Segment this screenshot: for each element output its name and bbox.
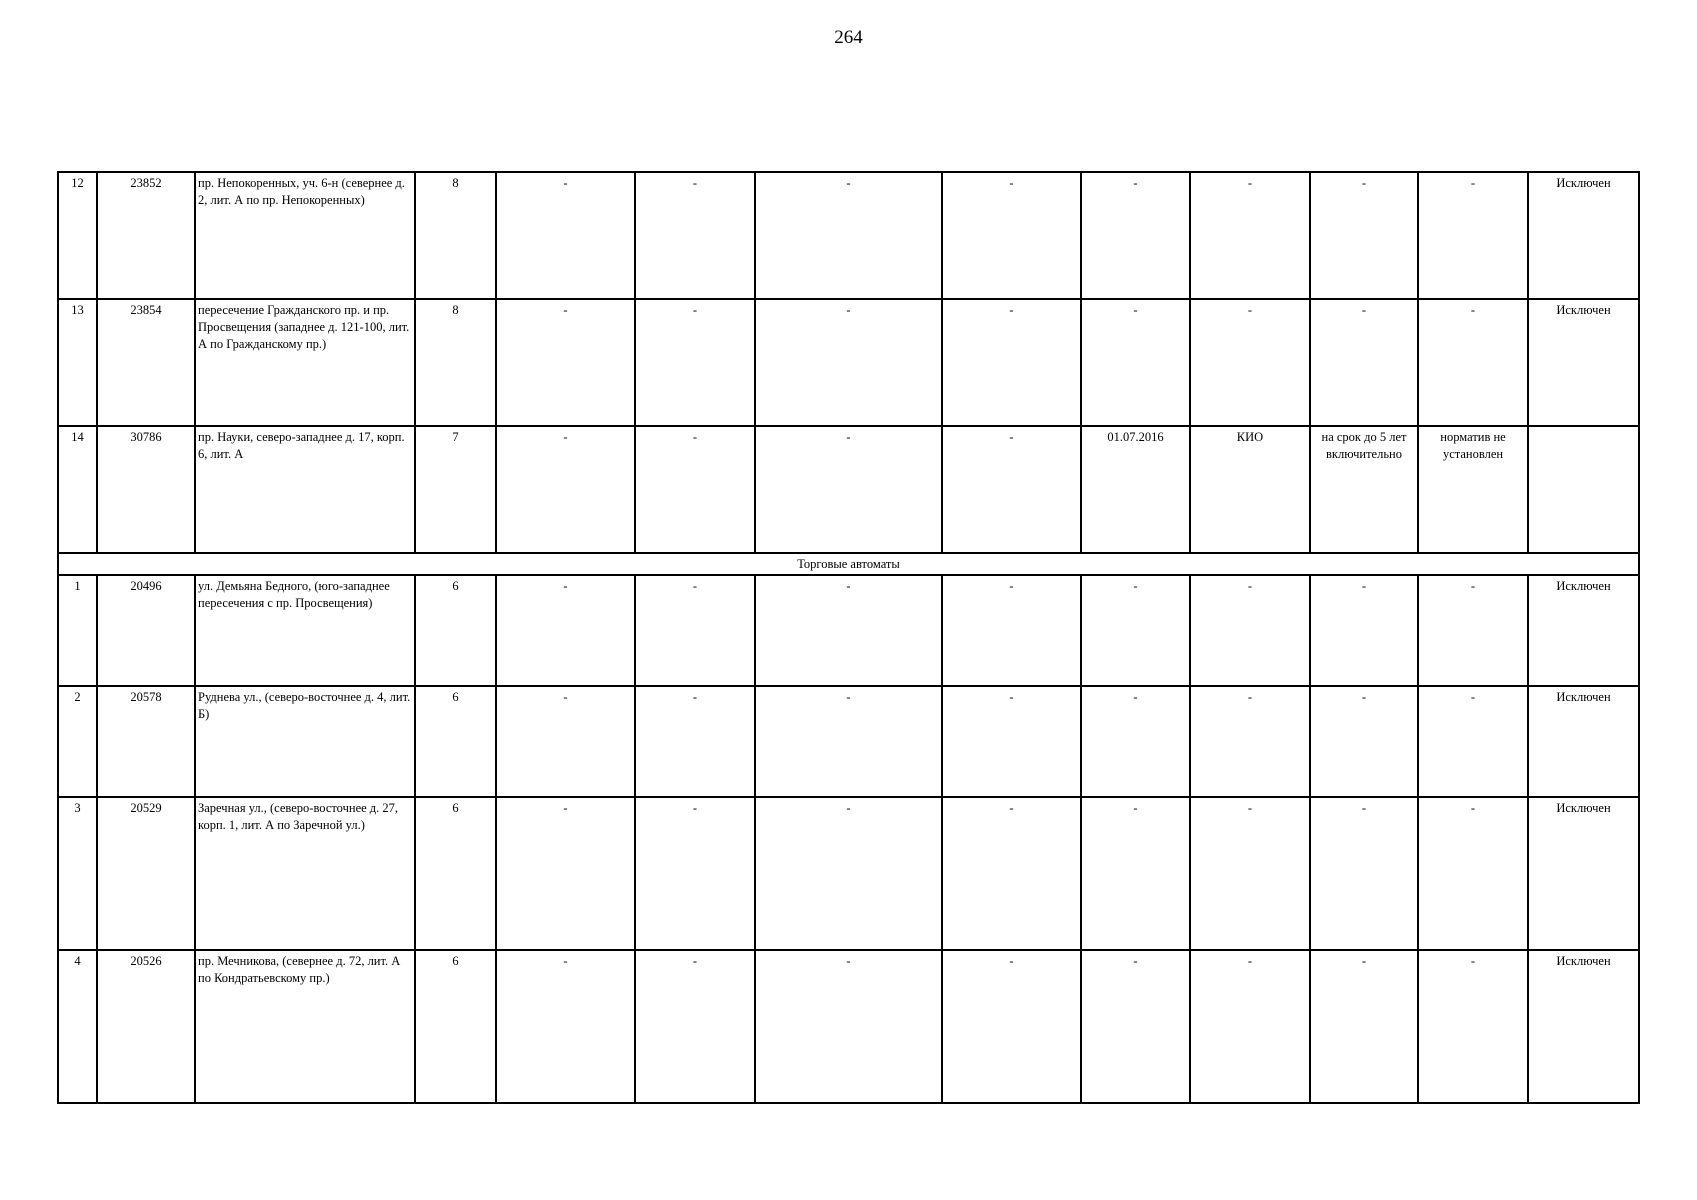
address-cell: Заречная ул., (северо-восточнее д. 27, корп. 1, лит. А по Заречной ул.) [195, 797, 415, 950]
column-8-cell: - [942, 797, 1081, 950]
organization-cell: - [1190, 797, 1310, 950]
norm-cell: - [1418, 950, 1528, 1103]
status-cell [1528, 426, 1639, 553]
column-6-cell: - [635, 426, 755, 553]
address-cell: ул. Демьяна Бедного, (юго-западнее пересечения с пр. Просвещения) [195, 575, 415, 686]
date-cell: - [1081, 172, 1190, 299]
table-row [58, 426, 1639, 553]
area-cell: 7 [415, 426, 496, 553]
organization-cell: - [1190, 575, 1310, 686]
column-8-cell: - [942, 172, 1081, 299]
column-7-cell: - [755, 797, 942, 950]
area-cell: 8 [415, 299, 496, 426]
row-number-cell: 12 [58, 172, 97, 299]
table-row [58, 172, 1639, 299]
column-6-cell: - [635, 299, 755, 426]
column-6-cell: - [635, 686, 755, 797]
row-number-cell: 2 [58, 686, 97, 797]
term-cell: - [1310, 950, 1418, 1103]
place-id-cell: 30786 [97, 426, 195, 553]
column-6-cell: - [635, 797, 755, 950]
column-8-cell: - [942, 299, 1081, 426]
date-cell: - [1081, 797, 1190, 950]
organization-cell: - [1190, 172, 1310, 299]
status-cell: Исключен [1528, 575, 1639, 686]
term-cell: на срок до 5 лет включительно [1310, 426, 1418, 553]
section-header-row [58, 553, 1639, 575]
term-cell: - [1310, 686, 1418, 797]
place-id-cell: 23852 [97, 172, 195, 299]
column-5-cell: - [496, 950, 635, 1103]
row-number-cell: 4 [58, 950, 97, 1103]
column-7-cell: - [755, 575, 942, 686]
address-cell: Руднева ул., (северо-восточнее д. 4, лит. Б) [195, 686, 415, 797]
status-cell: Исключен [1528, 172, 1639, 299]
table-row [58, 797, 1639, 950]
column-7-cell: - [755, 172, 942, 299]
row-number-cell: 1 [58, 575, 97, 686]
section-title: Торговые автоматы [58, 553, 1639, 575]
address-cell: пр. Непокоренных, уч. 6-н (севернее д. 2, лит. А по пр. Непокоренных) [195, 172, 415, 299]
date-cell: - [1081, 299, 1190, 426]
table-body [58, 172, 1639, 1103]
norm-cell: - [1418, 575, 1528, 686]
column-8-cell: - [942, 426, 1081, 553]
term-cell: - [1310, 172, 1418, 299]
status-cell: Исключен [1528, 797, 1639, 950]
organization-cell: - [1190, 686, 1310, 797]
date-cell: - [1081, 686, 1190, 797]
column-6-cell: - [635, 172, 755, 299]
page-number: 264 [834, 27, 863, 48]
column-6-cell: - [635, 575, 755, 686]
area-cell: 6 [415, 797, 496, 950]
place-id-cell: 20578 [97, 686, 195, 797]
column-5-cell: - [496, 426, 635, 553]
term-cell: - [1310, 575, 1418, 686]
column-6-cell: - [635, 950, 755, 1103]
column-7-cell: - [755, 950, 942, 1103]
column-8-cell: - [942, 575, 1081, 686]
column-7-cell: - [755, 426, 942, 553]
term-cell: - [1310, 797, 1418, 950]
organization-cell: - [1190, 299, 1310, 426]
row-number-cell: 3 [58, 797, 97, 950]
place-id-cell: 20529 [97, 797, 195, 950]
norm-cell: - [1418, 172, 1528, 299]
table-row [58, 299, 1639, 426]
area-cell: 6 [415, 686, 496, 797]
column-5-cell: - [496, 172, 635, 299]
norm-cell: - [1418, 797, 1528, 950]
norm-cell: - [1418, 299, 1528, 426]
row-number-cell: 13 [58, 299, 97, 426]
status-cell: Исключен [1528, 950, 1639, 1103]
column-8-cell: - [942, 686, 1081, 797]
term-cell: - [1310, 299, 1418, 426]
norm-cell: норматив не установлен [1418, 426, 1528, 553]
date-cell: - [1081, 575, 1190, 686]
status-cell: Исключен [1528, 686, 1639, 797]
table-row [58, 575, 1639, 686]
column-8-cell: - [942, 950, 1081, 1103]
column-7-cell: - [755, 299, 942, 426]
table-row [58, 950, 1639, 1103]
area-cell: 6 [415, 575, 496, 686]
column-5-cell: - [496, 299, 635, 426]
place-id-cell: 20496 [97, 575, 195, 686]
column-5-cell: - [496, 686, 635, 797]
column-5-cell: - [496, 575, 635, 686]
column-5-cell: - [496, 797, 635, 950]
place-id-cell: 23854 [97, 299, 195, 426]
address-cell: пр. Мечникова, (севернее д. 72, лит. А по Кондратьевскому пр.) [195, 950, 415, 1103]
norm-cell: - [1418, 686, 1528, 797]
organization-cell: КИО [1190, 426, 1310, 553]
area-cell: 6 [415, 950, 496, 1103]
area-cell: 8 [415, 172, 496, 299]
address-cell: пересечение Гражданского пр. и пр. Просвещения (западнее д. 121-100, лит. А по Гражданскому пр.) [195, 299, 415, 426]
allocation-table [57, 171, 1640, 1104]
date-cell: 01.07.2016 [1081, 426, 1190, 553]
status-cell: Исключен [1528, 299, 1639, 426]
row-number-cell: 14 [58, 426, 97, 553]
table-row [58, 686, 1639, 797]
date-cell: - [1081, 950, 1190, 1103]
column-7-cell: - [755, 686, 942, 797]
place-id-cell: 20526 [97, 950, 195, 1103]
address-cell: пр. Науки, северо-западнее д. 17, корп. 6, лит. А [195, 426, 415, 553]
organization-cell: - [1190, 950, 1310, 1103]
